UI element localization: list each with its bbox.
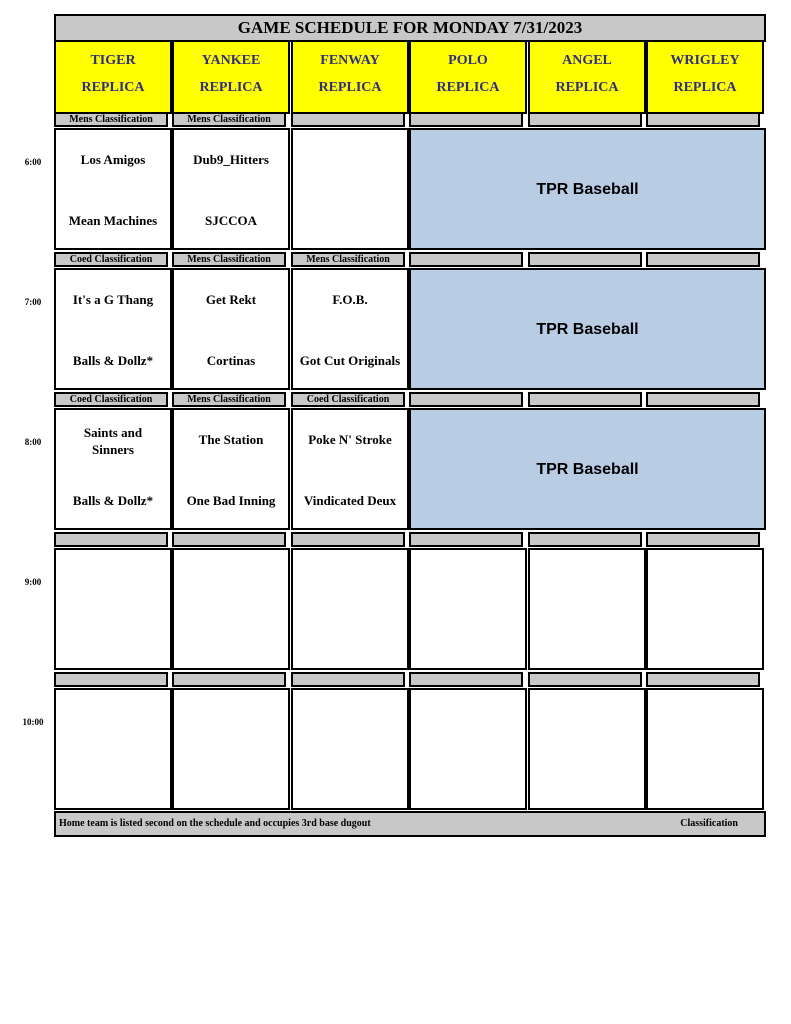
classification-label xyxy=(291,112,405,127)
game-cell xyxy=(409,548,527,670)
away-team: Poke N' Stroke xyxy=(308,432,392,447)
field-name: WRIGLEY xyxy=(670,53,740,68)
classification-label xyxy=(528,672,642,687)
field-sub: REPLICA xyxy=(318,80,382,95)
field-sub: REPLICA xyxy=(436,80,500,95)
classification-row xyxy=(54,252,766,267)
field-sub: REPLICA xyxy=(555,80,619,95)
field-header-row xyxy=(54,40,766,112)
away-team: F.O.B. xyxy=(332,292,368,307)
home-team: One Bad Inning xyxy=(186,493,276,508)
classification-label xyxy=(291,672,405,687)
game-cell xyxy=(291,688,409,810)
home-team: Vindicated Deux xyxy=(303,493,397,508)
classification-label: Coed Classification xyxy=(54,392,168,407)
field-name: YANKEE xyxy=(201,53,261,68)
reserved-block xyxy=(409,268,766,390)
field-name: TIGER xyxy=(90,53,136,68)
game-cell xyxy=(646,548,764,670)
game-cell xyxy=(54,688,172,810)
field-name: POLO xyxy=(448,53,488,68)
game-cell xyxy=(54,268,172,390)
time-slot-8 xyxy=(54,408,766,528)
classification-label: Mens Classification xyxy=(172,112,286,127)
game-cell xyxy=(291,128,409,250)
reserved-block-label: TPR Baseball xyxy=(536,461,639,478)
field-name: ANGEL xyxy=(562,53,612,68)
classification-row xyxy=(54,672,766,687)
field-sub: REPLICA xyxy=(199,80,263,95)
classification-label xyxy=(54,532,168,547)
game-cell xyxy=(54,408,172,530)
classification-label: Coed Classification xyxy=(54,252,168,267)
classification-row xyxy=(54,112,766,127)
classification-label xyxy=(646,672,760,687)
time-label-10: 10:00 xyxy=(22,717,44,727)
footer-note: Home team is listed second on the schedule and occupies 3rd base dugout xyxy=(59,818,371,829)
game-cell xyxy=(172,128,290,250)
home-team: Mean Machines xyxy=(68,213,158,228)
classification-label xyxy=(528,532,642,547)
game-cell xyxy=(172,548,290,670)
game-cell xyxy=(172,408,290,530)
game-cell xyxy=(291,268,409,390)
reserved-block xyxy=(409,408,766,530)
field-header-fenway xyxy=(291,40,409,114)
away-team: It's a G Thang xyxy=(72,292,154,307)
game-cell xyxy=(54,548,172,670)
time-slot-9 xyxy=(54,548,766,668)
classification-row xyxy=(54,392,766,407)
classification-label xyxy=(409,532,523,547)
home-team: SJCCOA xyxy=(204,213,257,228)
classification-label: Mens Classification xyxy=(172,252,286,267)
home-team: Cortinas xyxy=(206,353,256,368)
field-sub: REPLICA xyxy=(673,80,737,95)
classification-label xyxy=(409,392,523,407)
game-cell xyxy=(528,688,646,810)
classification-label: Mens Classification xyxy=(54,112,168,127)
classification-label xyxy=(54,672,168,687)
field-header-tiger xyxy=(54,40,172,114)
schedule-title: GAME SCHEDULE FOR MONDAY 7/31/2023 xyxy=(54,14,766,42)
game-cell xyxy=(646,688,764,810)
time-label-9: 9:00 xyxy=(24,577,42,587)
game-cell xyxy=(291,408,409,530)
classification-label xyxy=(646,252,760,267)
classification-label xyxy=(291,532,405,547)
away-team: The Station xyxy=(198,432,264,447)
classification-label xyxy=(172,672,286,687)
reserved-block-label: TPR Baseball xyxy=(536,181,639,198)
classification-label xyxy=(646,532,760,547)
away-team: Dub9_Hitters xyxy=(193,152,269,167)
classification-label: Coed Classification xyxy=(291,392,405,407)
time-slot-10 xyxy=(54,688,766,808)
time-slot-7 xyxy=(54,268,766,388)
classification-label xyxy=(528,112,642,127)
classification-label: Mens Classification xyxy=(172,392,286,407)
schedule-sheet xyxy=(54,14,766,837)
classification-label xyxy=(646,112,760,127)
classification-label xyxy=(409,672,523,687)
classification-label xyxy=(528,392,642,407)
classification-label xyxy=(172,532,286,547)
footer-classification-label: Classification xyxy=(680,818,738,829)
away-team: Get Rekt xyxy=(205,292,257,307)
home-team: Got Cut Originals xyxy=(299,353,401,368)
field-header-angel xyxy=(528,40,646,114)
home-team: Balls & Dollz* xyxy=(72,353,154,368)
game-cell xyxy=(54,128,172,250)
classification-label xyxy=(528,252,642,267)
time-label-7: 7:00 xyxy=(24,297,42,307)
time-slot-6 xyxy=(54,128,766,248)
away-team: Los Amigos xyxy=(80,152,146,167)
game-cell xyxy=(409,688,527,810)
game-cell xyxy=(172,268,290,390)
away-team: Saints and Sinners xyxy=(83,425,143,457)
field-header-polo xyxy=(409,40,527,114)
home-team: Balls & Dollz* xyxy=(72,493,154,508)
time-label-8: 8:00 xyxy=(24,437,42,447)
field-name: FENWAY xyxy=(320,53,380,68)
classification-label xyxy=(646,392,760,407)
classification-label xyxy=(409,112,523,127)
game-cell xyxy=(172,688,290,810)
classification-row xyxy=(54,532,766,547)
reserved-block xyxy=(409,128,766,250)
classification-label xyxy=(409,252,523,267)
classification-label: Mens Classification xyxy=(291,252,405,267)
time-label-6: 6:00 xyxy=(24,157,42,167)
reserved-block-label: TPR Baseball xyxy=(536,321,639,338)
field-header-wrigley xyxy=(646,40,764,114)
game-cell xyxy=(291,548,409,670)
footer-note-bar xyxy=(54,811,766,837)
field-header-yankee xyxy=(172,40,290,114)
field-sub: REPLICA xyxy=(81,80,145,95)
game-cell xyxy=(528,548,646,670)
